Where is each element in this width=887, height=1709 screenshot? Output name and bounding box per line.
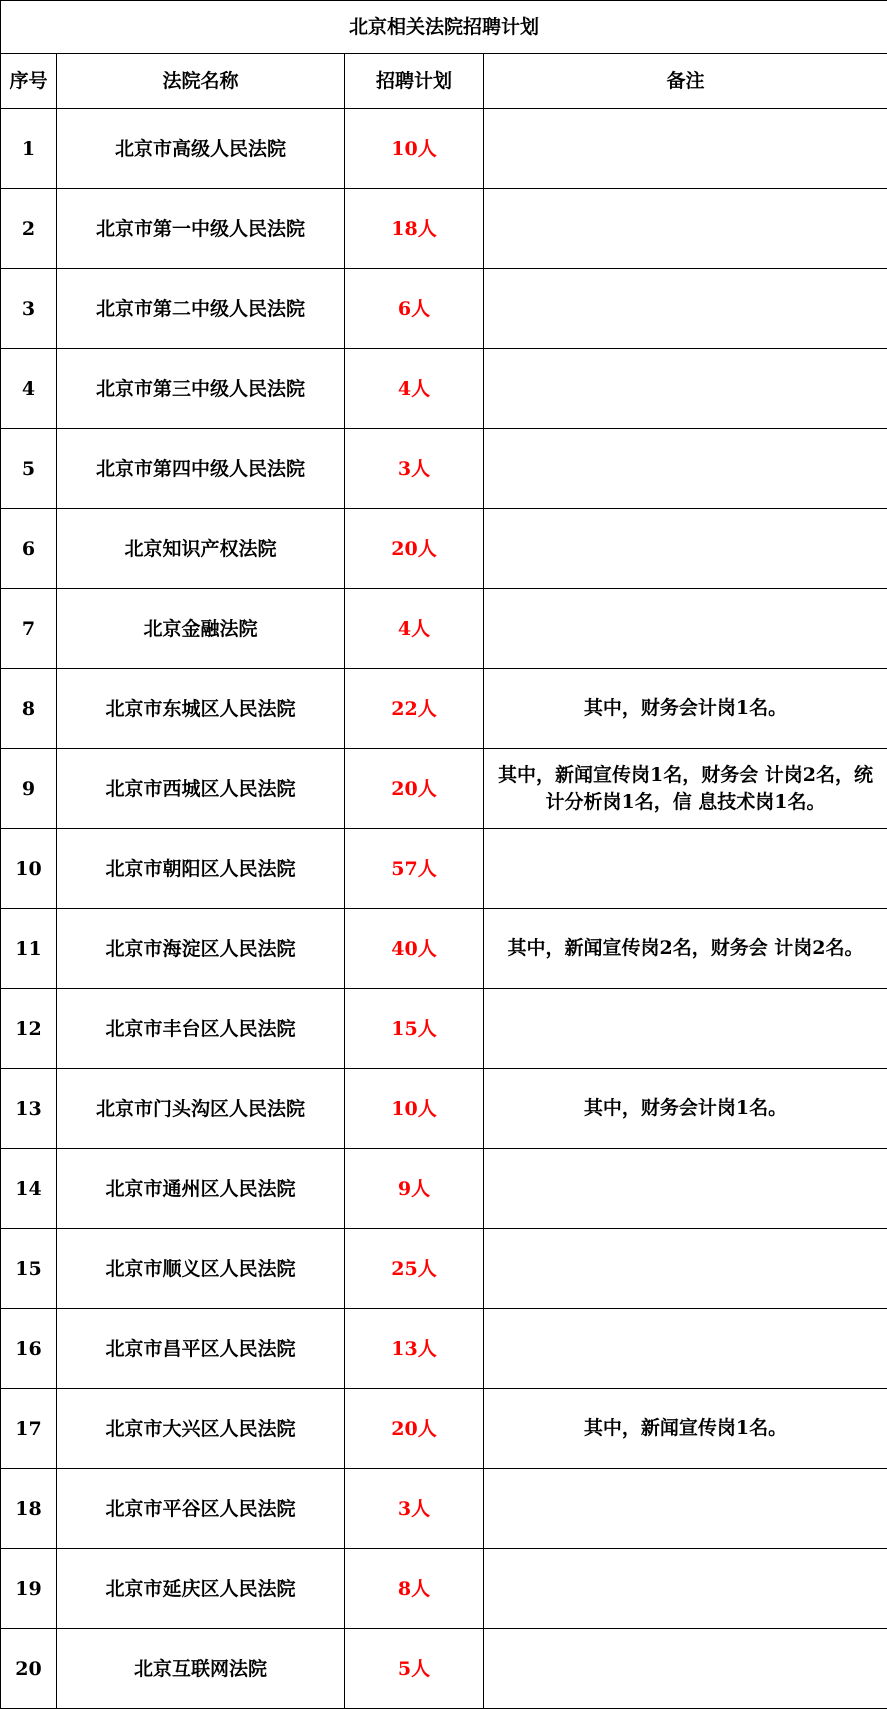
court-name: 北京市西城区人民法院 (57, 749, 345, 829)
court-name: 北京互联网法院 (57, 1629, 345, 1709)
court-name: 北京市顺义区人民法院 (57, 1229, 345, 1309)
recruit-count: 25人 (345, 1229, 484, 1309)
row-index: 15 (1, 1229, 57, 1309)
table-row (1, 1309, 887, 1389)
row-note (484, 269, 887, 349)
recruit-count: 4人 (345, 589, 484, 669)
row-index: 20 (1, 1629, 57, 1709)
table-row (1, 1149, 887, 1229)
recruit-count: 3人 (345, 429, 484, 509)
row-index: 6 (1, 509, 57, 589)
row-note (484, 429, 887, 509)
table-row (1, 1549, 887, 1629)
court-name: 北京市朝阳区人民法院 (57, 829, 345, 909)
table-row (1, 749, 887, 829)
header-note: 备注 (484, 54, 887, 109)
row-note: 其中，新闻宣传岗1名。 (484, 1389, 887, 1469)
recruit-count: 57人 (345, 829, 484, 909)
recruit-count: 6人 (345, 269, 484, 349)
row-note (484, 189, 887, 269)
table-row (1, 269, 887, 349)
table-row (1, 829, 887, 909)
recruit-count: 10人 (345, 109, 484, 189)
recruit-count: 15人 (345, 989, 484, 1069)
row-note: 其中，财务会计岗1名。 (484, 669, 887, 749)
table-row (1, 189, 887, 269)
row-index: 16 (1, 1309, 57, 1389)
table-row (1, 349, 887, 429)
recruit-count: 13人 (345, 1309, 484, 1389)
row-index: 3 (1, 269, 57, 349)
row-index: 12 (1, 989, 57, 1069)
row-index: 2 (1, 189, 57, 269)
row-index: 8 (1, 669, 57, 749)
court-name: 北京市昌平区人民法院 (57, 1309, 345, 1389)
table-row (1, 429, 887, 509)
row-note (484, 1229, 887, 1309)
court-name: 北京金融法院 (57, 589, 345, 669)
row-index: 4 (1, 349, 57, 429)
row-index: 18 (1, 1469, 57, 1549)
recruit-count: 3人 (345, 1469, 484, 1549)
row-note (484, 1469, 887, 1549)
row-note (484, 1549, 887, 1629)
row-note (484, 989, 887, 1069)
row-note (484, 109, 887, 189)
table-row (1, 1229, 887, 1309)
court-name: 北京市第四中级人民法院 (57, 429, 345, 509)
court-name: 北京市第一中级人民法院 (57, 189, 345, 269)
table-row (1, 589, 887, 669)
table-row (1, 1469, 887, 1549)
table-row (1, 1069, 887, 1149)
recruit-count: 20人 (345, 749, 484, 829)
row-index: 17 (1, 1389, 57, 1469)
table-row (1, 109, 887, 189)
recruit-count: 22人 (345, 669, 484, 749)
row-index: 10 (1, 829, 57, 909)
court-name: 北京市延庆区人民法院 (57, 1549, 345, 1629)
court-name: 北京市高级人民法院 (57, 109, 345, 189)
recruit-count: 10人 (345, 1069, 484, 1149)
table-row (1, 989, 887, 1069)
row-index: 11 (1, 909, 57, 989)
court-name: 北京市第三中级人民法院 (57, 349, 345, 429)
row-note: 其中，财务会计岗1名。 (484, 1069, 887, 1149)
row-index: 19 (1, 1549, 57, 1629)
recruit-count: 5人 (345, 1629, 484, 1709)
table-row (1, 909, 887, 989)
court-name: 北京市海淀区人民法院 (57, 909, 345, 989)
table-row (1, 1389, 887, 1469)
court-name: 北京市第二中级人民法院 (57, 269, 345, 349)
table-row (1, 1629, 887, 1709)
row-note (484, 349, 887, 429)
row-note: 其中，新闻宣传岗2名，财务会 计岗2名。 (484, 909, 887, 989)
court-name: 北京市东城区人民法院 (57, 669, 345, 749)
row-note: 其中，新闻宣传岗1名，财务会 计岗2名，统计分析岗1名，信 息技术岗1名。 (484, 749, 887, 829)
row-index: 7 (1, 589, 57, 669)
row-note (484, 1629, 887, 1709)
row-note (484, 1309, 887, 1389)
recruit-count: 9人 (345, 1149, 484, 1229)
row-index: 1 (1, 109, 57, 189)
recruit-count: 20人 (345, 509, 484, 589)
header-index: 序号 (1, 54, 57, 109)
row-index: 14 (1, 1149, 57, 1229)
table-body (1, 109, 887, 1709)
row-note (484, 509, 887, 589)
recruit-count: 8人 (345, 1549, 484, 1629)
court-name: 北京市大兴区人民法院 (57, 1389, 345, 1469)
court-name: 北京市门头沟区人民法院 (57, 1069, 345, 1149)
court-name: 北京市丰台区人民法院 (57, 989, 345, 1069)
row-index: 9 (1, 749, 57, 829)
header-plan: 招聘计划 (345, 54, 484, 109)
row-note (484, 829, 887, 909)
recruit-count: 4人 (345, 349, 484, 429)
recruit-count: 40人 (345, 909, 484, 989)
header-court-name: 法院名称 (57, 54, 345, 109)
court-name: 北京市通州区人民法院 (57, 1149, 345, 1229)
court-name: 北京市平谷区人民法院 (57, 1469, 345, 1549)
row-note (484, 589, 887, 669)
row-index: 13 (1, 1069, 57, 1149)
table-title: 北京相关法院招聘计划 (1, 1, 887, 54)
row-note (484, 1149, 887, 1229)
recruit-count: 20人 (345, 1389, 484, 1469)
table-row (1, 669, 887, 749)
recruit-count: 18人 (345, 189, 484, 269)
court-name: 北京知识产权法院 (57, 509, 345, 589)
table-row (1, 509, 887, 589)
row-index: 5 (1, 429, 57, 509)
